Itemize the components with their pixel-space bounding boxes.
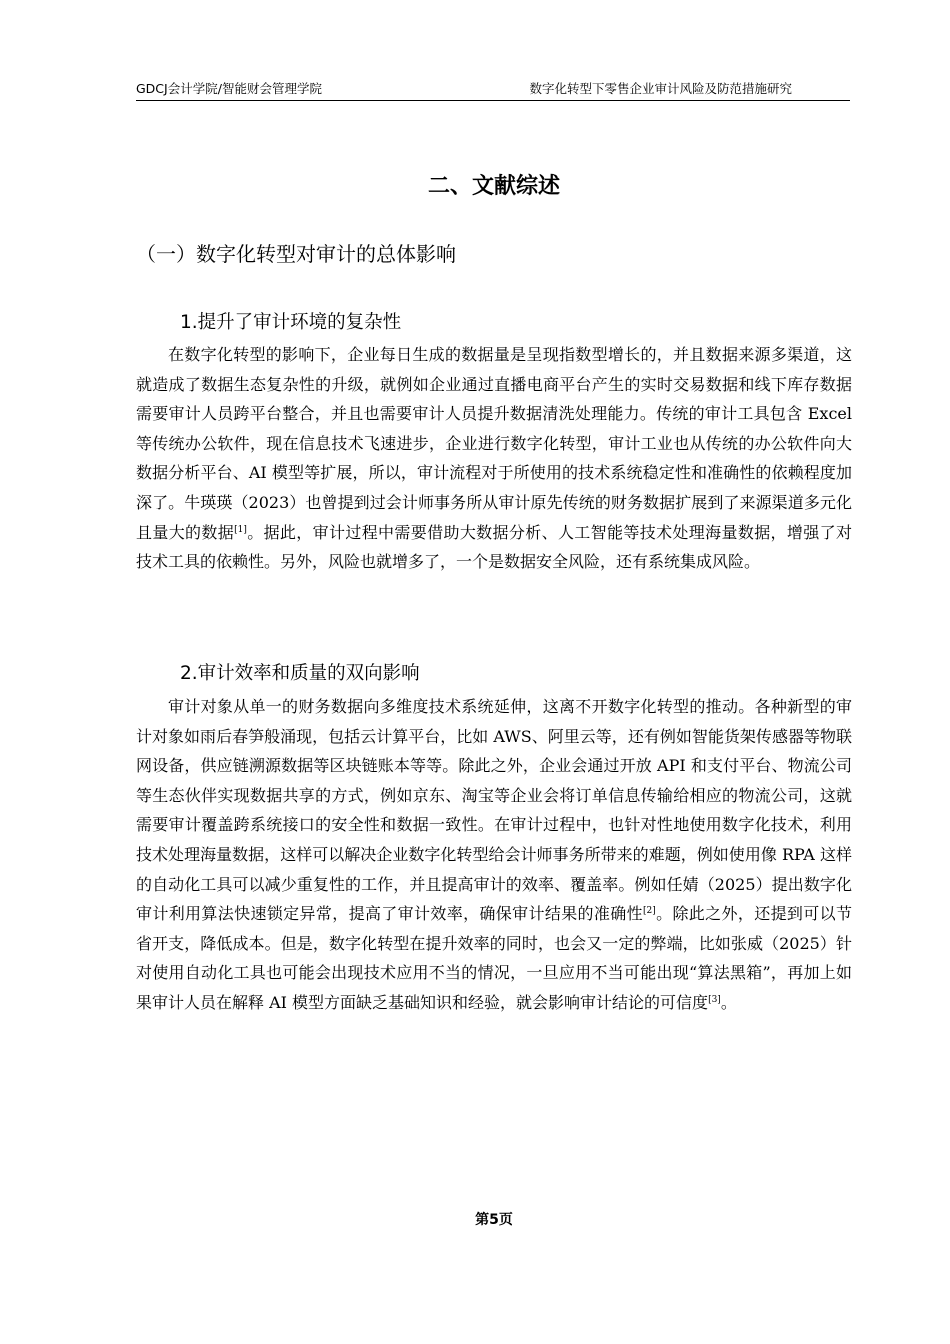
subsection-title-1: 1.提升了审计环境的复杂性	[180, 312, 402, 333]
header-thesis-title: 数字化转型下零售企业审计风险及防范措施研究	[529, 81, 792, 96]
header-institution: GDCJ会计学院/智能财会管理学院	[136, 81, 322, 96]
subsection-title-2: 2.审计效率和质量的双向影响	[180, 663, 420, 684]
section-title: （一）数字化转型对审计的总体影响	[136, 242, 456, 266]
page-number: 第5页	[475, 1212, 513, 1228]
citation-ref-3: [3]	[708, 994, 721, 1005]
paragraph-2-text-c: 。	[720, 992, 737, 1012]
paragraph-2	[136, 692, 852, 1018]
citation-ref-2: [2]	[642, 906, 656, 917]
running-header	[136, 79, 850, 99]
header-divider	[136, 100, 850, 101]
paragraph-2-text-a: 审计对象从单一的财务数据向多维度技术系统延伸，这离不开数字化转型的推动。各种新型的审计对象如雨后春笋般涌现，包括云计算平台，比如 AWS、阿里云等，还有例如智能货架传感器等物联网设备，供应链溯源数据等区块链账本等等。除此之外，企业会通过开放 API 和支付平台、物流公司等生态伙伴实现数据共享的方式，例如京东、淘宝等企业会将订单信息传输给相应的物流公司，这就需要审计覆盖跨系统接口的安全性和数据一致性。在审计过程中，也针对性地使用数字化技术，利用技术处理海量数据，这样可以解决企业数字化转型给会计师事务所带来的难题，例如使用像 RPA 这样的自动化工具可以减少重复性的工作，并且提高审计的效率、覆盖率。例如任婧（2025）提出数字化审计利用算法快速锁定异常，提高了审计效率，确保审计结果的准确性	[136, 697, 852, 924]
paragraph-2-text-b: 。除此之外，还提到可以节省开支，降低成本。但是，数字化转型在提升效率的同时，也会又一定的弊端，比如张威（2025）针对使用自动化工具也可能会出现技术应用不当的情况，一旦应用不当可能出现“算法黑箱”，再加上如果审计人员在解释 AI 模型方面缺乏基础知识和经验，就会影响审计结论的可信度	[136, 904, 852, 1012]
paragraph-1-text-b: 。据此，审计过程中需要借助大数据分析、人工智能等技术处理海量数据，增强了对技术工具的依赖性。另外，风险也就增多了，一个是数据安全风险，还有系统集成风险。	[136, 522, 852, 572]
chapter-title: 二、文献综述	[427, 174, 560, 199]
paragraph-1-text-a: 在数字化转型的影响下，企业每日生成的数据量是呈现指数型增长的，并且数据来源多渠道，这就造成了数据生态复杂性的升级，就例如企业通过直播电商平台产生的实时交易数据和线下库存数据需要审计人员跨平台整合，并且也需要审计人员提升数据清洗处理能力。传统的审计工具包含 Excel 等传统办公软件，现在信息技术飞速进步，企业进行数字化转型，审计工业也从传统的办公软件向大数据分析平台、AI 模型等扩展，所以，审计流程对于所使用的技术系统稳定性和准确性的依赖程度加深了。牛瑛瑛（2023）也曾提到过会计师事务所从审计原先传统的财务数据扩展到了来源渠道多元化且量大的数据	[136, 345, 852, 542]
citation-ref-1: [1]	[234, 524, 247, 535]
paragraph-1	[136, 340, 852, 577]
